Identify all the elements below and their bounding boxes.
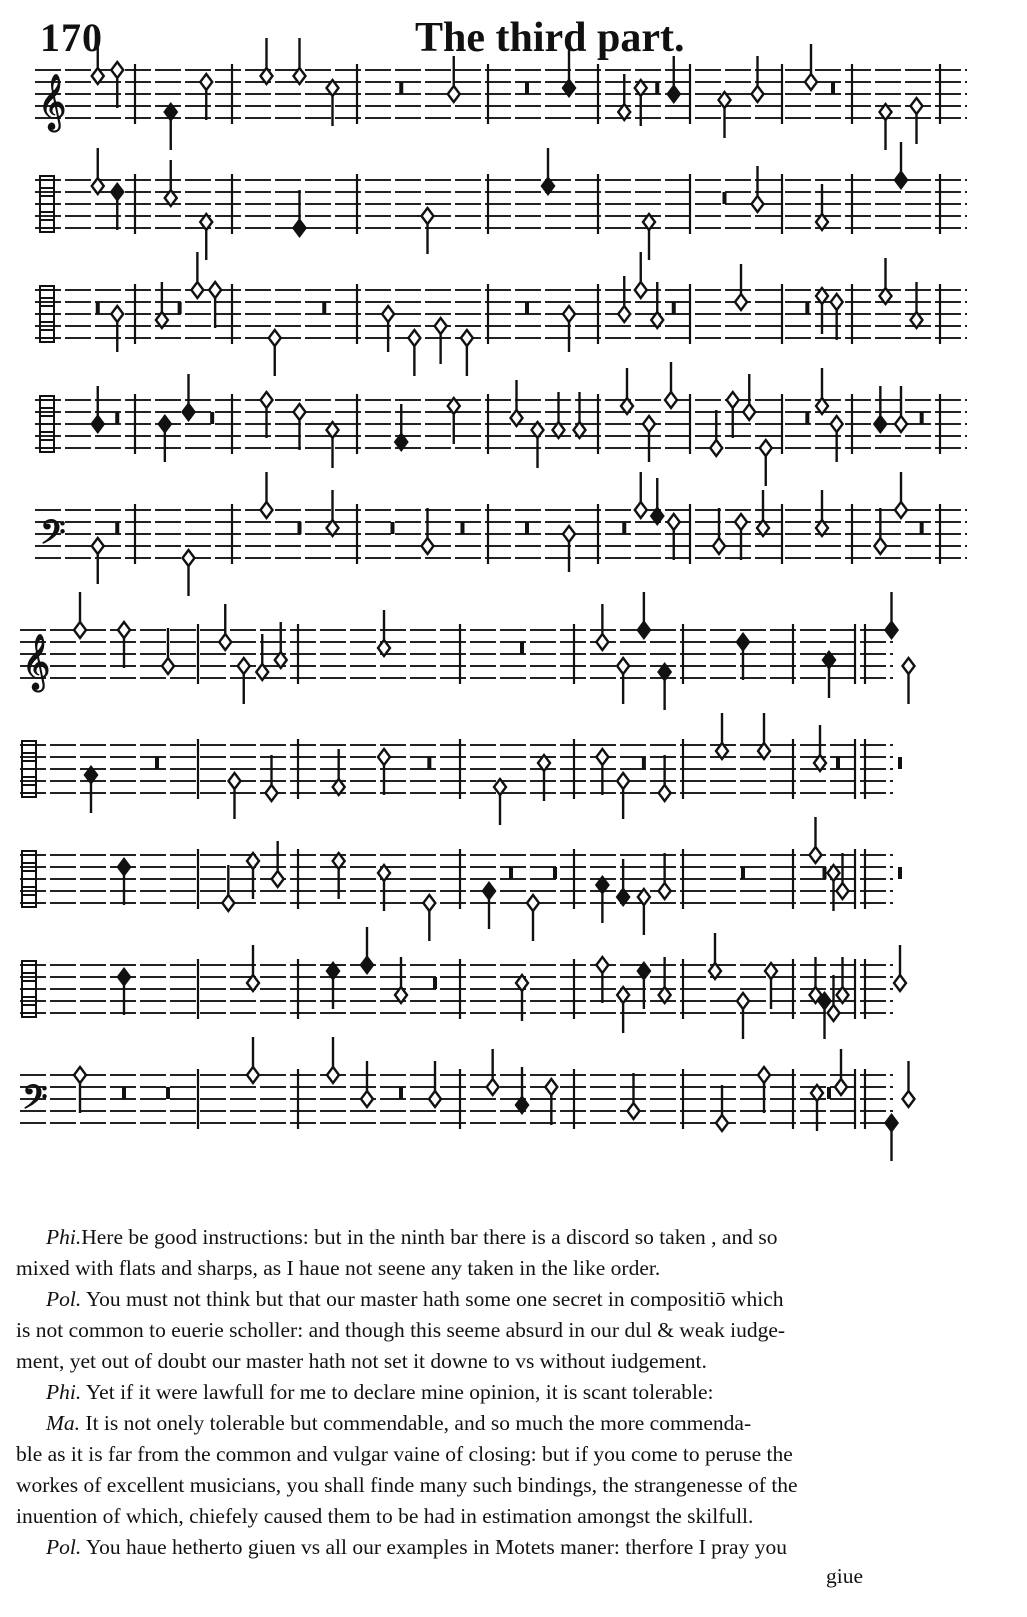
note-head (219, 634, 231, 650)
text-line: mixed with flats and sharps, as I haue not seene any taken in the like order. (16, 1256, 661, 1280)
note-head (659, 785, 671, 801)
note-head (327, 1067, 339, 1083)
paragraph-continuation (16, 1346, 896, 1377)
note-head (111, 184, 123, 200)
rest (741, 867, 745, 879)
note-head (209, 282, 221, 298)
text-line: ment, yet out of doubt our master hath not set it downe to vs without iudgement. (16, 1349, 707, 1373)
f-clef-icon: 𝄢 (40, 514, 66, 559)
note-head (74, 1067, 86, 1083)
note-head (894, 975, 906, 991)
note-head (710, 440, 722, 456)
rest (525, 82, 529, 94)
note-head (159, 416, 171, 432)
rest (823, 867, 827, 879)
g-clef-icon: 𝄞 (22, 636, 51, 689)
note-head (422, 538, 434, 554)
paragraph-phi-1 (16, 1222, 896, 1253)
note-head (617, 658, 629, 674)
rest (898, 757, 902, 769)
catchword: giue (826, 1564, 864, 1588)
note-head (545, 1079, 557, 1095)
paragraph-continuation (16, 1253, 896, 1284)
paragraph-continuation (16, 1501, 896, 1532)
note-head (247, 1067, 259, 1083)
note-head (408, 330, 420, 346)
note-head (617, 773, 629, 789)
note-head (895, 502, 907, 518)
note-head (162, 658, 174, 674)
note-head (895, 416, 907, 432)
note-head (272, 871, 284, 887)
note-head (435, 318, 447, 334)
rest (553, 867, 557, 879)
rest (155, 757, 159, 769)
rest (805, 412, 809, 424)
note-head (618, 306, 630, 322)
text-line: You haue hetherto giuen vs all our examples in Motets maner: therfore I pray you (85, 1535, 787, 1559)
text-line: inuention of which, chiefely caused them to be had in estimation amongst the skilfull. (16, 1504, 754, 1528)
note-head (92, 416, 104, 432)
rest (399, 82, 403, 94)
g-clef-icon: 𝄞 (38, 76, 67, 129)
note-head (716, 1115, 728, 1131)
rest (805, 302, 809, 314)
rest (836, 757, 840, 769)
note-head (269, 330, 281, 346)
note-head (118, 969, 130, 985)
note-head (92, 538, 104, 554)
text-line: is not common to euerie scholler: and though this seeme absurd in our dul & weak iudge- (16, 1318, 786, 1342)
note-head (835, 1079, 847, 1095)
rest (399, 1087, 403, 1099)
note-head (422, 208, 434, 224)
rest (115, 412, 119, 424)
paragraph-pol-1 (16, 1284, 896, 1315)
note-head (668, 514, 680, 530)
note-head (903, 658, 915, 674)
note-head (483, 883, 495, 899)
note-head (448, 86, 460, 102)
rest (115, 522, 119, 534)
rest (322, 302, 326, 314)
rest (391, 522, 395, 534)
paragraph-continuation (16, 1315, 896, 1346)
note-head (596, 957, 608, 973)
speaker-label: Pol. (46, 1535, 82, 1559)
note-head (752, 196, 764, 212)
rest (525, 522, 529, 534)
running-title: The third part. (415, 15, 685, 61)
paragraph-pol-2 (16, 1532, 896, 1563)
text-line: workes of excellent musicians, you shall finde many such bindings, the strangenesse of the (16, 1473, 798, 1497)
note-head (118, 859, 130, 875)
f-clef-icon: 𝄢 (22, 1079, 48, 1124)
text-line: You must not think but that our master hath some one secret in compositiō which (85, 1287, 784, 1311)
note-head (596, 634, 608, 650)
note-head (294, 220, 306, 236)
note-head (810, 847, 822, 863)
rest (622, 522, 626, 534)
rest (920, 522, 924, 534)
rest (122, 1087, 126, 1099)
text-line: ble as it is far from the common and vulgar vaine of closing: but if you come to peruse the (16, 1442, 793, 1466)
dialogue-text (16, 1222, 896, 1563)
rest (655, 82, 659, 94)
note-head (828, 1005, 840, 1021)
rest (827, 1087, 831, 1099)
note-head (886, 1115, 898, 1131)
rest (166, 1087, 170, 1099)
note-head (294, 404, 306, 420)
rest (831, 82, 835, 94)
note-head (837, 883, 849, 899)
note-head (266, 785, 278, 801)
paragraph-continuation (16, 1439, 896, 1470)
rest (509, 867, 513, 879)
note-head (635, 282, 647, 298)
note-head (760, 440, 772, 456)
note-head (874, 538, 886, 554)
note-head (74, 622, 86, 638)
note-head (238, 658, 250, 674)
note-head (261, 502, 273, 518)
page-number: 170 (40, 15, 103, 60)
note-head (183, 550, 195, 566)
note-head (805, 74, 817, 90)
note-head (527, 895, 539, 911)
note-head (635, 502, 647, 518)
notes (74, 38, 924, 1161)
note-head (229, 773, 241, 789)
note-head (743, 404, 755, 420)
rest (427, 757, 431, 769)
note-head (563, 526, 575, 542)
note-head (903, 1091, 915, 1107)
note-head (222, 895, 234, 911)
note-head (737, 993, 749, 1009)
text-line: Yet if it were lawfull for me to declare mine opinion, it is scant tolerable: (85, 1380, 714, 1404)
rest (298, 522, 302, 534)
note-head (735, 514, 747, 530)
clefs (22, 75, 66, 1124)
note-head (596, 749, 608, 765)
text-line: It is not onely tolerable but commendable, and so much the more commenda- (85, 1411, 752, 1435)
rest (210, 412, 214, 424)
speaker-label: Phi. (46, 1380, 82, 1404)
note-head (628, 1103, 640, 1119)
note-head (461, 330, 473, 346)
paragraph-continuation (16, 1470, 896, 1501)
rest (96, 302, 100, 314)
note-head (423, 895, 435, 911)
note-head (261, 392, 273, 408)
note-head (659, 883, 671, 899)
note-head (638, 622, 650, 638)
note-head (668, 86, 680, 102)
speaker-label: Phi. (46, 1225, 82, 1249)
note-head (111, 62, 123, 78)
rest (920, 412, 924, 424)
note-head (831, 416, 843, 432)
rest (461, 522, 465, 534)
rest (525, 302, 529, 314)
note-head (361, 1091, 373, 1107)
text-line: Here be good instructions: but in the ninth bar there is a discord so taken , and so (81, 1225, 778, 1249)
note-head (886, 622, 898, 638)
note-head (735, 294, 747, 310)
note-head (665, 392, 677, 408)
rest (433, 977, 437, 989)
note-head (429, 1091, 441, 1107)
paragraph-ma (16, 1408, 896, 1439)
note-head (200, 74, 212, 90)
note-head (727, 392, 739, 408)
note-head (487, 1079, 499, 1095)
note-head (874, 416, 886, 432)
note-head (191, 282, 203, 298)
note-head (895, 172, 907, 188)
note-head (361, 957, 373, 973)
rest (898, 867, 902, 879)
note-head (758, 1067, 770, 1083)
note-head (382, 306, 394, 322)
note-head (378, 749, 390, 765)
note-head (737, 634, 749, 650)
rest (178, 302, 182, 314)
rest (723, 192, 727, 204)
note-head (563, 306, 575, 322)
rest (520, 642, 524, 654)
note-head (713, 538, 725, 554)
speaker-label: Ma. (46, 1411, 81, 1435)
note-head (118, 622, 130, 638)
note-head (831, 294, 843, 310)
speaker-label: Pol. (46, 1287, 82, 1311)
rest (642, 757, 646, 769)
paragraph-phi-2 (16, 1377, 896, 1408)
note-head (911, 98, 923, 114)
note-head (643, 416, 655, 432)
note-head (752, 86, 764, 102)
rest (672, 302, 676, 314)
note-head (183, 404, 195, 420)
note-head (111, 306, 123, 322)
